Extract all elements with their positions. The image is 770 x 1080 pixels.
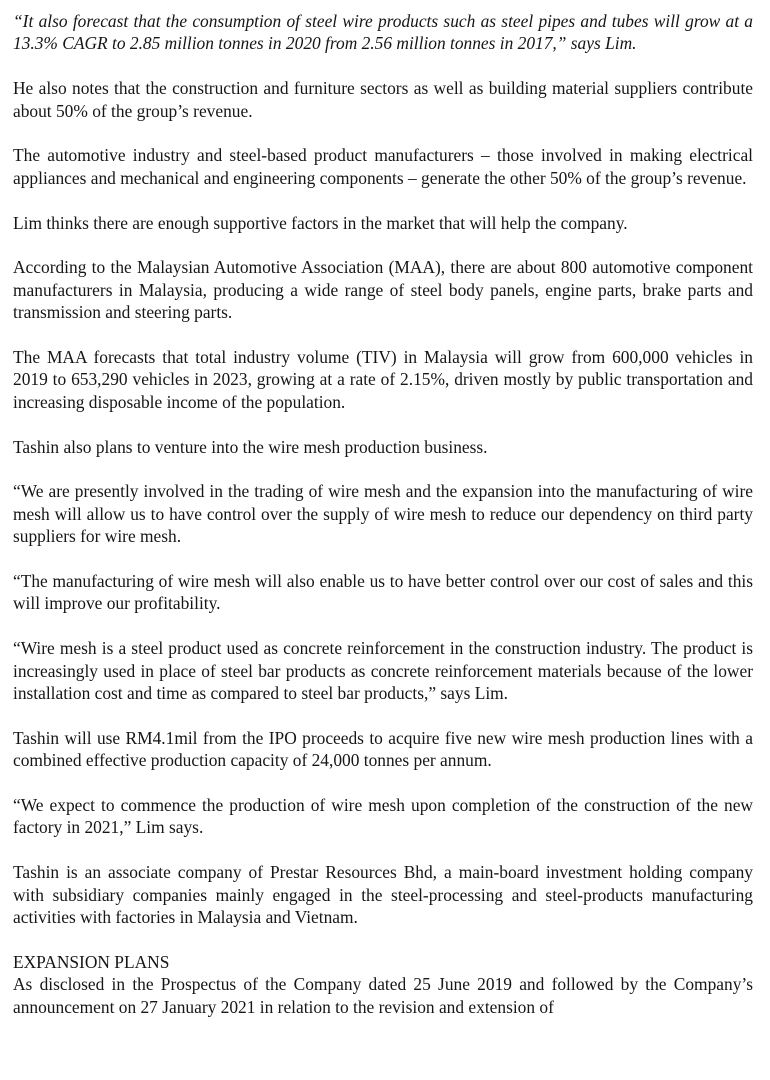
paragraph-supportive-factors: Lim thinks there are enough supportive factors in the market that will help the company. xyxy=(13,212,628,233)
paragraph-forecast-quote: “It also forecast that the consumption of steel wire products such as steel pipes and tubes will grow at a 13.3% CAGR to 2.85 million tonnes in 2020 from 2.56 million tonnes in 2017,” says Lim. xyxy=(13,11,753,54)
paragraph-associate-company: Tashin is an associate company of Prestar Resources Bhd, a main-board investment holding company with subsidiary companies mainly engaged in the steel-processing and steel-products manufacturing activities with factories in Malaysia and Vietnam. xyxy=(13,862,753,928)
paragraph-ipo-proceeds: Tashin will use RM4.1mil from the IPO proceeds to acquire five new wire mesh production lines with a combined effective production capacity of 24,000 tonnes per annum. xyxy=(13,727,753,771)
paragraph-maa-manufacturers: According to the Malaysian Automotive Association (MAA), there are about 800 automotive component manufacturers in Malaysia, producing a wide range of steel body panels, engine parts, brake parts and transmission and steering parts. xyxy=(13,257,753,323)
paragraph-profitability-quote: “The manufacturing of wire mesh will also enable us to have better control over our cost of sales and this will improve our profitability. xyxy=(13,571,753,614)
document-body xyxy=(13,10,753,1018)
paragraph-new-factory: “We expect to commence the production of wire mesh upon completion of the construction of the new factory in 2021,” Lim says. xyxy=(13,795,753,838)
section-heading-expansion-plans: EXPANSION PLANS xyxy=(13,951,170,972)
paragraph-maa-forecast: The MAA forecasts that total industry volume (TIV) in Malaysia will grow from 600,000 vehicles in 2019 to 653,290 vehicles in 2023, growing at a rate of 2.15%, driven mostly by public transportation and increasing disposable income of the population. xyxy=(13,347,753,412)
paragraph-automotive-industry: The automotive industry and steel-based product manufacturers – those involved in making electrical appliances and mechanical and engineering components – generate the other 50% of the group’s revenue. xyxy=(13,145,753,188)
paragraph-wire-mesh-plan: Tashin also plans to venture into the wire mesh production business. xyxy=(13,436,488,457)
paragraph-wire-mesh-description: “Wire mesh is a steel product used as concrete reinforcement in the construction industry. The product is increasingly used in place of steel bar products as concrete reinforcement materials because of the lower installation cost and time as compared to steel bar products,” says Lim. xyxy=(13,638,753,704)
paragraph-trading-quote: “We are presently involved in the trading of wire mesh and the expansion into the manufacturing of wire mesh will allow us to have control over the supply of wire mesh to reduce our dependency on third party suppliers for wire mesh. xyxy=(13,481,753,547)
paragraph-revenue-sectors: He also notes that the construction and furniture sectors as well as building material suppliers contribute about 50% of the group’s revenue. xyxy=(13,78,753,121)
paragraph-prospectus: As disclosed in the Prospectus of the Company dated 25 June 2019 and followed by the Company’s announcement on 27 January 2021 in relation to the revision and extension of xyxy=(13,974,753,1017)
